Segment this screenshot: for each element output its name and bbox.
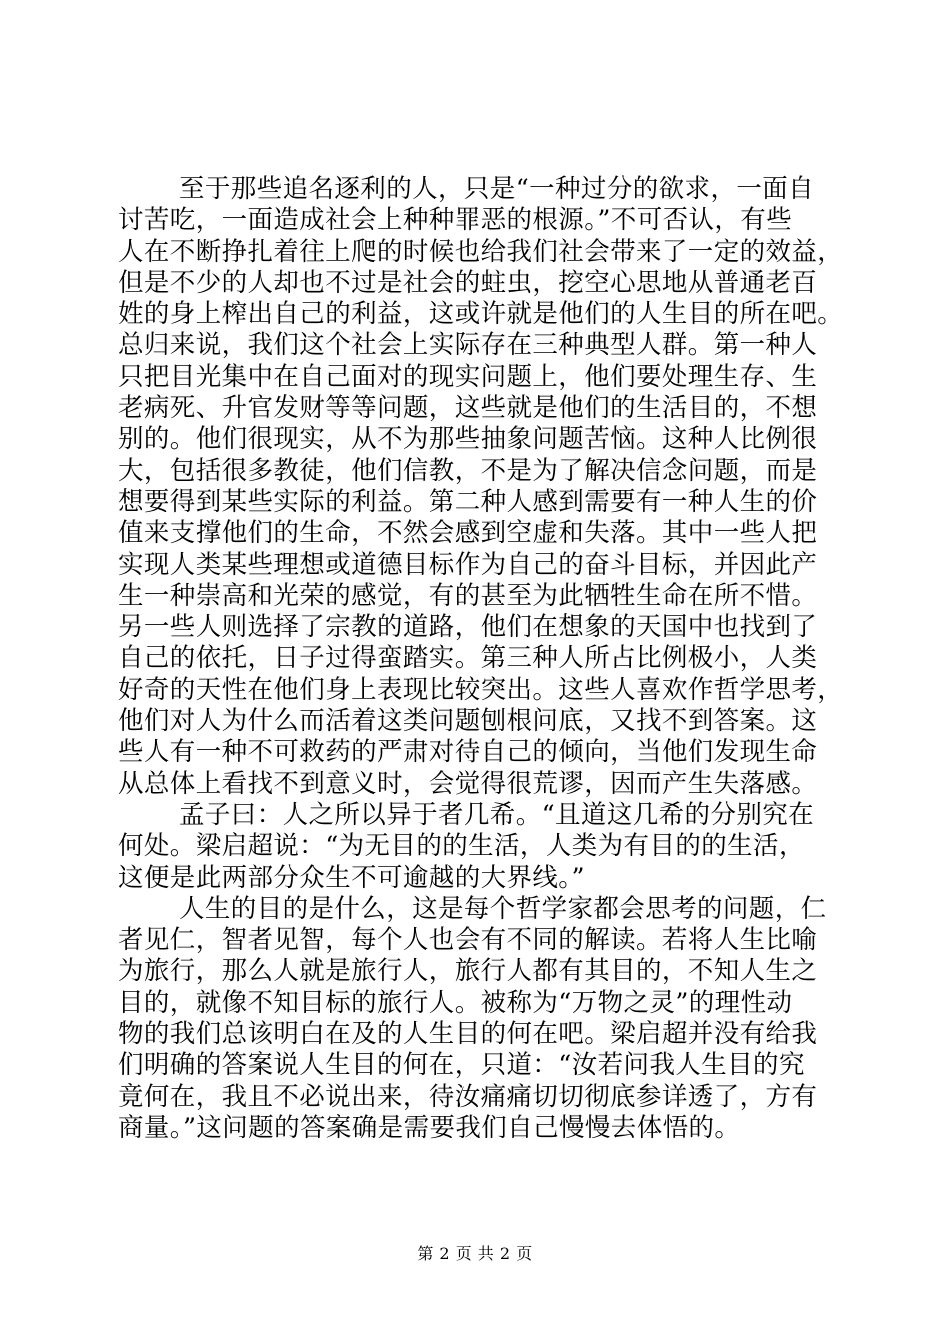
paragraph-first-line: 人生的目的是什么，这是每个哲学家都会思考的问题，仁 [179,893,827,924]
paragraph-line: 老病死、升官发财等等问题，这些就是他们的生活目的，不想 [118,393,818,424]
paragraph-line: 目的，就像不知目标的旅行人。被称为“万物之灵”的理性动 [118,987,793,1018]
paragraph-line: 从总体上看找不到意义时，会觉得很荒谬，因而产生失落感。 [118,768,818,799]
paragraph-line: 另一些人则选择了宗教的道路，他们在想象的天国中也找到了 [118,612,818,643]
paragraph-line: 好奇的天性在他们身上表现比较突出。这些人喜欢作哲学思考， [118,674,844,705]
paragraph-line: 自己的依托，日子过得蛮踏实。第三种人所占比例极小，人类 [118,643,818,674]
paragraph-line: 但是不少的人却也不过是社会的蛀虫，挖空心思地从普通老百 [118,267,818,298]
paragraph-line: 为旅行，那么人就是旅行人，旅行人都有其目的，不知人生之 [118,956,818,987]
paragraph-line: 些人有一种不可救药的严肃对待自己的倾向，当他们发现生命 [118,737,818,768]
paragraph-line: 他们对人为什么而活着这类问题刨根问底，又找不到答案。这 [118,706,818,737]
paragraph-line: 只把目光集中在自己面对的现实问题上，他们要处理生存、生 [118,361,818,392]
paragraph-line: 人在不断挣扎着往上爬的时候也给我们社会带来了一定的效益， [118,236,844,267]
paragraph-line: 这便是此两部分众生不可逾越的大界线。” [118,862,585,893]
paragraph-line: 生一种崇高和光荣的感觉，有的甚至为此牺牲生命在所不惜。 [118,580,818,611]
paragraph-line: 总归来说，我们这个社会上实际存在三种典型人群。第一种人 [118,330,818,361]
paragraph-line: 商量。”这问题的答案确是需要我们自己慢慢去体悟的。 [118,1112,741,1143]
paragraph-line: 姓的身上榨出自己的利益，这或许就是他们的人生目的所在吧。 [118,299,844,330]
paragraph-first-line: 至于那些追名逐利的人，只是“一种过分的欲求，一面自 [179,174,815,204]
paragraph-first-line: 孟子曰：人之所以异于者几希。“且道这几希的分别究在 [179,799,815,830]
paragraph-line: 值来支撑他们的生命，不然会感到空虚和失落。其中一些人把 [118,518,818,549]
paragraph-line: 何处。梁启超说：“为无目的的生活，人类为有目的的生活， [118,831,805,862]
paragraph-line: 者见仁，智者见智，每个人也会有不同的解读。若将人生比喻 [118,925,818,956]
paragraph-line: 竟何在，我且不必说出来，待汝痛痛切切彻底参详透了，方有 [118,1081,818,1112]
paragraph-line: 大，包括很多教徒，他们信教，不是为了解决信念问题，而是 [118,455,818,486]
body-text [118,174,851,1144]
paragraph-line: 别的。他们很现实，从不为那些抽象问题苦恼。这种人比例很 [118,424,818,455]
paragraph-line: 讨苦吃，一面造成社会上种种罪恶的根源。”不可否认，有些 [118,205,793,236]
paragraph-line: 物的我们总该明白在及的人生目的何在吧。梁启超并没有给我 [118,1019,818,1050]
paragraph-line: 想要得到某些实际的利益。第二种人感到需要有一种人生的价 [118,486,818,517]
paragraph-line: 实现人类某些理想或道德目标作为自己的奋斗目标，并因此产 [118,549,818,580]
paragraph-line: 们明确的答案说人生目的何在，只道：“汝若问我人生目的究 [118,1050,805,1081]
page-footer: 第 2 页 共 2 页 [417,1244,533,1263]
